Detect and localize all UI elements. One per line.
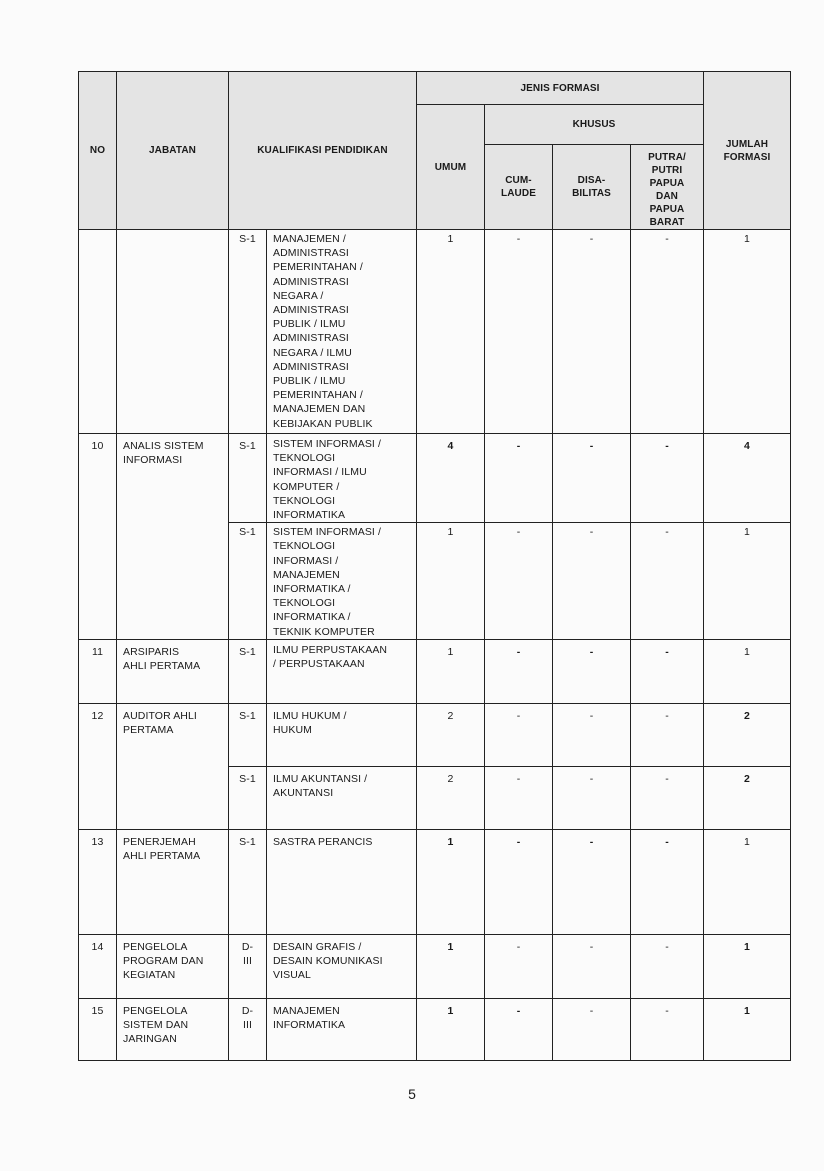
row-jumlah: 4 bbox=[704, 434, 791, 523]
row-level: S-1 bbox=[229, 434, 267, 523]
row-disabilitas: - bbox=[553, 230, 631, 434]
row-papua: - bbox=[631, 523, 704, 640]
row-cumlaude: - bbox=[485, 934, 553, 998]
row-papua: - bbox=[631, 829, 704, 934]
row-jumlah: 1 bbox=[704, 934, 791, 998]
row-disabilitas: - bbox=[553, 703, 631, 766]
row-umum: 1 bbox=[417, 934, 485, 998]
row-papua: - bbox=[631, 639, 704, 703]
row-no: 10 bbox=[79, 434, 117, 640]
row-level: S-1 bbox=[229, 829, 267, 934]
row-cumlaude: - bbox=[485, 523, 553, 640]
row-papua: - bbox=[631, 434, 704, 523]
row-papua: - bbox=[631, 766, 704, 829]
row-level: S-1 bbox=[229, 639, 267, 703]
row-jumlah: 2 bbox=[704, 703, 791, 766]
row-umum: 4 bbox=[417, 434, 485, 523]
table-row bbox=[79, 703, 791, 766]
row-disabilitas: - bbox=[553, 829, 631, 934]
row-umum: 2 bbox=[417, 766, 485, 829]
row-field: ILMU AKUNTANSI / AKUNTANSI bbox=[267, 766, 417, 829]
row-disabilitas: - bbox=[553, 934, 631, 998]
row-jabatan: ANALIS SISTEM INFORMASI bbox=[117, 434, 229, 640]
row-papua: - bbox=[631, 934, 704, 998]
row-field: SISTEM INFORMASI / TEKNOLOGI INFORMASI / MANAJEMEN INFORMATIKA / TEKNOLOGI INFORMATIKA / TEKNIK KOMPUTER bbox=[267, 523, 417, 640]
page-number: 5 bbox=[408, 1086, 416, 1102]
row-level: D- III bbox=[229, 998, 267, 1060]
header-cumlaude: CUM- LAUDE bbox=[485, 145, 553, 230]
row-umum: 1 bbox=[417, 230, 485, 434]
row-jumlah: 1 bbox=[704, 639, 791, 703]
row-no: 12 bbox=[79, 703, 117, 829]
table-row bbox=[79, 639, 791, 703]
row-cumlaude: - bbox=[485, 766, 553, 829]
row-no: 14 bbox=[79, 934, 117, 998]
table-row bbox=[79, 230, 791, 434]
row-level: S-1 bbox=[229, 766, 267, 829]
row-jabatan: PENERJEMAH AHLI PERTAMA bbox=[117, 829, 229, 934]
row-jabatan: PENGELOLA SISTEM DAN JARINGAN bbox=[117, 998, 229, 1060]
row-umum: 1 bbox=[417, 639, 485, 703]
row-field: SISTEM INFORMASI / TEKNOLOGI INFORMASI / ILMU KOMPUTER / TEKNOLOGI INFORMATIKA bbox=[267, 434, 417, 523]
row-cumlaude: - bbox=[485, 703, 553, 766]
row-cumlaude: - bbox=[485, 829, 553, 934]
row-cumlaude: - bbox=[485, 230, 553, 434]
row-jumlah: 1 bbox=[704, 523, 791, 640]
row-jumlah: 1 bbox=[704, 998, 791, 1060]
table-row bbox=[79, 998, 791, 1060]
row-no: 11 bbox=[79, 639, 117, 703]
row-field: DESAIN GRAFIS / DESAIN KOMUNIKASI VISUAL bbox=[267, 934, 417, 998]
row-jabatan: ARSIPARIS AHLI PERTAMA bbox=[117, 639, 229, 703]
row-disabilitas: - bbox=[553, 766, 631, 829]
header-kualifikasi: KUALIFIKASI PENDIDIKAN bbox=[229, 72, 417, 230]
row-field: MANAJEMEN / ADMINISTRASI PEMERINTAHAN / ADMINISTRASI NEGARA / ADMINISTRASI PUBLIK / ILMU ADMINISTRASI NEGARA / ILMU ADMINISTRASI PUBLIK / ILMU PEMERINTAHAN / MANAJEMEN DAN KEBIJAKAN PUBLIK bbox=[267, 230, 417, 434]
header-khusus: KHUSUS bbox=[485, 105, 704, 145]
row-level: S-1 bbox=[229, 230, 267, 434]
row-cumlaude: - bbox=[485, 639, 553, 703]
header-disabilitas: DISA- BILITAS bbox=[553, 145, 631, 230]
row-disabilitas: - bbox=[553, 998, 631, 1060]
table-row bbox=[79, 434, 791, 523]
row-field: MANAJEMEN INFORMATIKA bbox=[267, 998, 417, 1060]
row-jumlah: 2 bbox=[704, 766, 791, 829]
row-no-cell bbox=[79, 230, 117, 434]
row-umum: 1 bbox=[417, 523, 485, 640]
row-disabilitas: - bbox=[553, 434, 631, 523]
row-papua: - bbox=[631, 998, 704, 1060]
header-jumlah-formasi: JUMLAH FORMASI bbox=[704, 72, 791, 230]
row-umum: 2 bbox=[417, 703, 485, 766]
row-jabatan: PENGELOLA PROGRAM DAN KEGIATAN bbox=[117, 934, 229, 998]
table-row bbox=[79, 829, 791, 934]
row-field: SASTRA PERANCIS bbox=[267, 829, 417, 934]
row-cumlaude: - bbox=[485, 998, 553, 1060]
formasi-table bbox=[78, 71, 791, 1061]
row-level: S-1 bbox=[229, 703, 267, 766]
row-jabatan: AUDITOR AHLI PERTAMA bbox=[117, 703, 229, 829]
row-jabatan-cell bbox=[117, 230, 229, 434]
row-field: ILMU HUKUM / HUKUM bbox=[267, 703, 417, 766]
row-jumlah: 1 bbox=[704, 829, 791, 934]
row-no: 15 bbox=[79, 998, 117, 1060]
table-body bbox=[79, 230, 791, 1061]
header-jenis-formasi: JENIS FORMASI bbox=[417, 72, 704, 105]
row-disabilitas: - bbox=[553, 639, 631, 703]
row-jumlah: 1 bbox=[704, 230, 791, 434]
header-no: NO bbox=[79, 72, 117, 230]
header-papua: PUTRA/ PUTRI PAPUA DAN PAPUA BARAT bbox=[631, 145, 704, 230]
row-papua: - bbox=[631, 230, 704, 434]
row-umum: 1 bbox=[417, 829, 485, 934]
row-level: S-1 bbox=[229, 523, 267, 640]
header-jabatan: JABATAN bbox=[117, 72, 229, 230]
table-row bbox=[79, 934, 791, 998]
row-field: ILMU PERPUSTAKAAN / PERPUSTAKAAN bbox=[267, 639, 417, 703]
row-umum: 1 bbox=[417, 998, 485, 1060]
table-header bbox=[79, 72, 791, 230]
row-no: 13 bbox=[79, 829, 117, 934]
row-level: D- III bbox=[229, 934, 267, 998]
row-cumlaude: - bbox=[485, 434, 553, 523]
row-disabilitas: - bbox=[553, 523, 631, 640]
row-papua: - bbox=[631, 703, 704, 766]
header-umum: UMUM bbox=[417, 105, 485, 230]
